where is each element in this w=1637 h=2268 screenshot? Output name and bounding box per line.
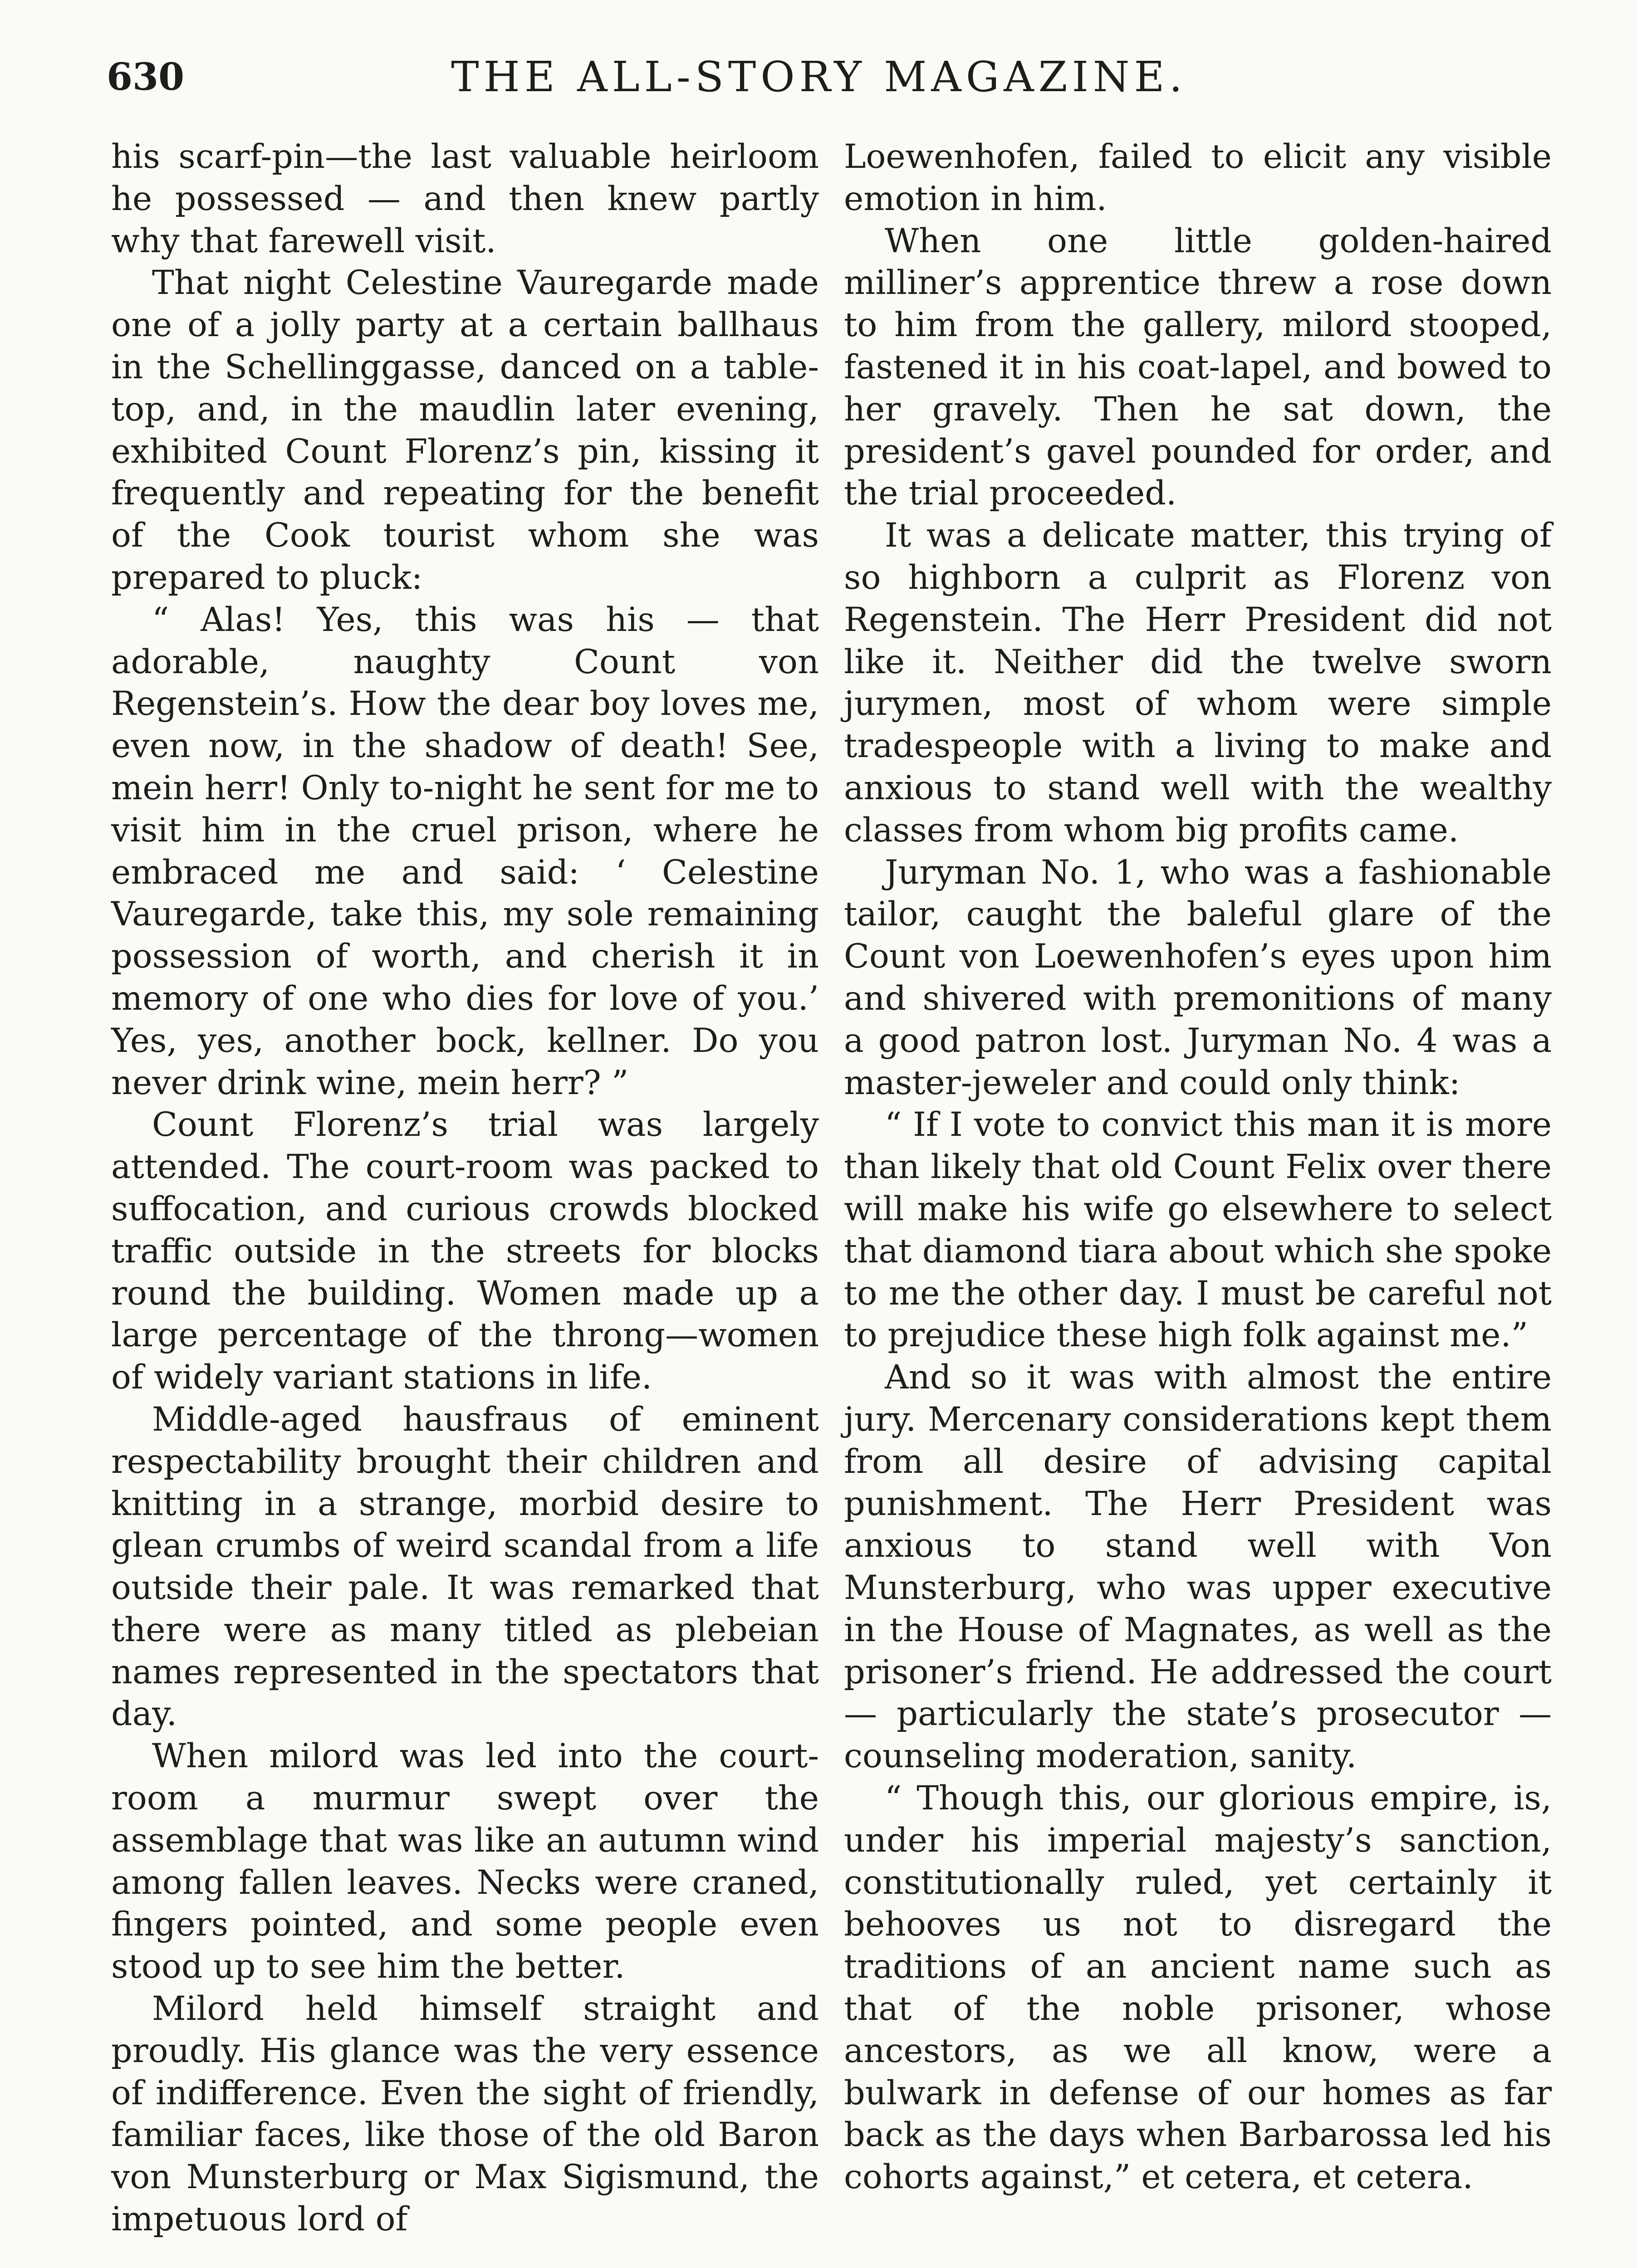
paragraph: “ If I vote to convict this man it is more than likely that old Count Felix over there will make his wife go elsewhere to select that diamond tiara about which she spoke to me the other day. I must be careful not to prejudice these high folk against me.” bbox=[844, 1105, 1552, 1355]
paragraph: Middle-aged hausfraus of eminent respectability brought their children and knitting in a strange, morbid desire to glean crumbs of weird scandal from a life outside their pale. It was remarked that there were as many titled as plebeian names represented in the spectators that day. bbox=[111, 1400, 819, 1734]
page-number: 630 bbox=[107, 55, 185, 99]
right-column bbox=[844, 136, 1552, 2268]
page-header bbox=[107, 50, 1531, 104]
paragraph: When one little golden-haired milliner’s apprentice threw a rose down to him from the gallery, milord stooped, fastened it in his coat-lapel, and bowed to her gravely. Then he sat down, the president’s gavel pounded for order, and the trial proceeded. bbox=[844, 221, 1552, 513]
paragraph: Loewenhofen, failed to elicit any visible emotion in him. bbox=[844, 137, 1552, 218]
left-column bbox=[111, 136, 819, 2268]
paragraph: And so it was with almost the entire jury. Mercenary considerations kept them from all desire of advising capital punishment. The Herr President was anxious to stand well with Von Munsterburg, who was upper executive in the House of Magnates, as well as the prisoner’s friend. He addressed the court — particularly the state’s prosecutor — counseling moderation, sanity. bbox=[844, 1358, 1552, 1776]
paragraph: That night Celestine Vauregarde made one of a jolly party at a certain ballhaus in the Schellinggasse, danced on a table-top, and, in the maudlin later evening, exhibited Count Florenz’s pin, kissing it frequently and repeating for the benefit of the Cook tourist whom she was prepared to pluck: bbox=[111, 264, 819, 597]
paragraph: Juryman No. 1, who was a fashionable tailor, caught the baleful glare of the Count von Loewenhofen’s eyes upon him and shivered with premonitions of many a good patron lost. Juryman No. 4 was a master-jeweler and could only think: bbox=[844, 853, 1552, 1102]
paragraph: his scarf-pin—the last valuable heirloom he possessed — and then knew partly why that farewell visit. bbox=[111, 137, 819, 260]
paragraph: It was a delicate matter, this trying of so highborn a culprit as Florenz von Regenstein. The Herr President did not like it. Neither did the twelve sworn jurymen, most of whom were simple tradespeople with a living to make and anxious to stand well with the wealthy classes from whom big profits came. bbox=[844, 516, 1552, 850]
paragraph: When milord was led into the court-room a murmur swept over the assemblage that was like an autumn wind among fallen leaves. Necks were craned, fingers pointed, and some people even stood up to see him the better. bbox=[111, 1737, 819, 1986]
paragraph: Count Florenz’s trial was largely attended. The court-room was packed to suffocation, and curious crowds blocked traffic outside in the streets for blocks round the building. Women made up a large percentage of the throng—women of widely variant stations in life. bbox=[111, 1105, 819, 1397]
paragraph: “ Alas! Yes, this was his — that adorable, naughty Count von Regenstein’s. How the dear boy loves me, even now, in the shadow of death! See, mein herr! Only to-night he sent for me to visit him in the cruel prison, where he embraced me and said: ‘ Celestine Vauregarde, take this, my sole remaining possession of worth, and cherish it in memory of one who dies for love of you.’ Yes, yes, another bock, kellner. Do you never drink wine, mein herr? ” bbox=[111, 600, 819, 1102]
running-title: THE ALL-STORY MAGAZINE. bbox=[451, 53, 1187, 101]
paragraph: “ Though this, our glorious empire, is, under his imperial majesty’s sanction, constitutionally ruled, yet certainly it behooves us not to disregard the traditions of an ancient name such as that of the noble prisoner, whose ancestors, as we all know, were a bulwark in defense of our homes as far back as the days when Barbarossa led his cohorts against,” et cetera, et cetera. bbox=[844, 1779, 1552, 2197]
paragraph: Milord held himself straight and proudly. His glance was the very essence of indifference. Even the sight of friendly, familiar faces, like those of the old Baron von Munsterburg or Max Sigismund, the impetuous lord of bbox=[111, 1989, 819, 2239]
